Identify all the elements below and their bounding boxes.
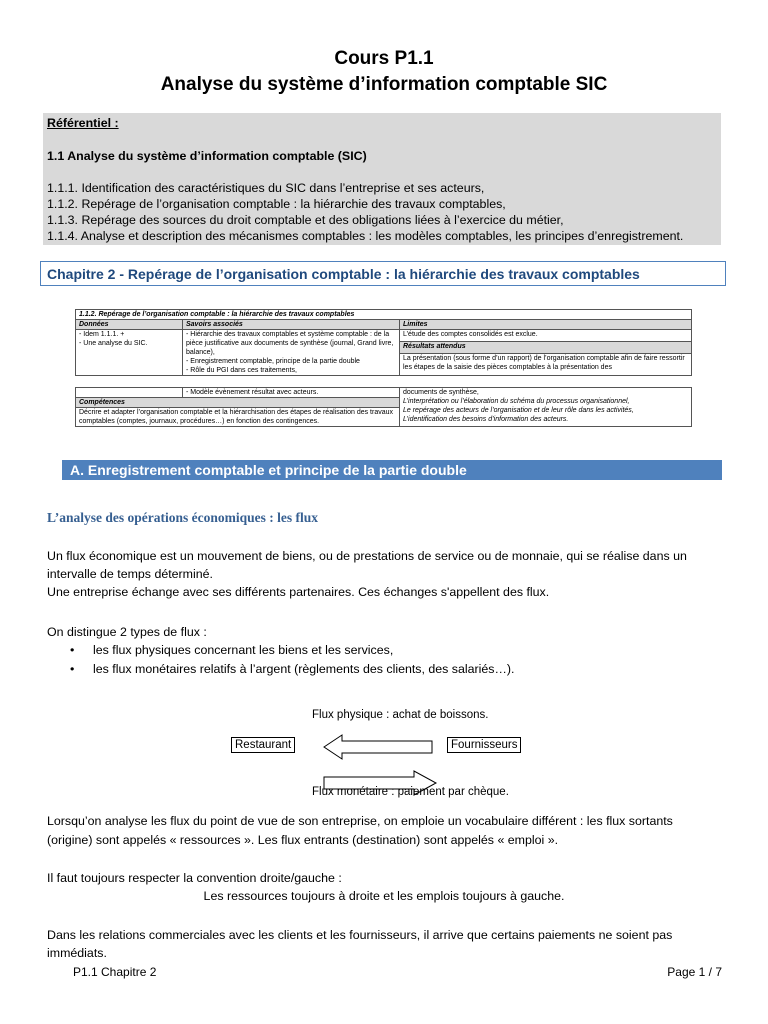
paragraph-line: intervalle de temps déterminé.	[47, 567, 213, 581]
savoirs-item: - Modèle évènement résultat avec acteurs.	[183, 388, 400, 398]
chapter-heading: Chapitre 2 - Repérage de l’organisation comptable : la hiérarchie des travaux comptables	[40, 261, 726, 286]
referentiel-item: 1.1.3. Repérage des sources du droit comptable et des obligations liées à l’exercice du métier,	[47, 213, 564, 227]
footer-left: P1.1 Chapitre 2	[73, 965, 157, 979]
table-title: 1.1.2. Repérage de l’organisation comptable : la hiérarchie des travaux comptables	[76, 310, 692, 320]
bullet-text: les flux monétaires relatifs à l’argent (règlements des clients, des salariés…).	[93, 662, 515, 676]
subsection-title: L’analyse des opérations économiques : les flux	[47, 510, 319, 525]
referentiel-box	[43, 113, 721, 245]
cell-resultats: La présentation (sous forme d’un rapport) de l’organisation comptable afin de faire ressortir les étapes de la saisie des pièces comptables à la présentation des	[400, 353, 692, 375]
referentiel-label: Référentiel :	[47, 116, 119, 130]
competences-header: Compétences	[76, 398, 400, 408]
savoirs-item: - Hiérarchie des travaux comptables et système comptable : de la pièce justificative aux documents de synthèse (journal, Grand livre, balance),	[186, 331, 394, 356]
bullet-text: les flux physiques concernant les biens et les services,	[93, 643, 394, 657]
bullet-item: • les flux monétaires relatifs à l’argent (règlements des clients, des salariés…).	[70, 662, 515, 676]
result-item: Le repérage des acteurs de l’organisation et de leur rôle dans les activités,	[403, 407, 634, 414]
restaurant-box: Restaurant	[231, 737, 295, 753]
savoirs-item: - Rôle du PGI dans ces traitements,	[186, 367, 297, 374]
footer-page-number: Page 1 / 7	[667, 965, 722, 979]
referentiel-item: 1.1.1. Identification des caractéristiques du SIC dans l’entreprise et ses acteurs,	[47, 181, 485, 195]
competences-text: Décrire et adapter l’organisation comptable et la hiérarchisation des étapes de réalisation des travaux comptables (comptes, journaux, procédures…) en fonction des contingences.	[76, 408, 400, 427]
paragraph-line: Une entreprise échange avec ses différents partenaires. Ces échanges s'appellent des flux.	[47, 585, 550, 599]
resultats-header: Résultats attendus	[400, 341, 692, 353]
donnees-item: - Idem 1.1.1. +	[79, 331, 125, 338]
diagram-top-label: Flux physique : achat de boissons.	[312, 709, 489, 721]
paragraph-line: immédiats.	[47, 946, 107, 960]
cell-results-continued	[400, 388, 692, 427]
competency-table-continued	[75, 387, 692, 427]
referentiel-item: 1.1.2. Repérage de l’organisation comptable : la hiérarchie des travaux comptables,	[47, 197, 506, 211]
arrow-left-icon	[324, 735, 432, 759]
result-item: L’interprétation ou l’élaboration du schéma du processus organisationnel,	[403, 398, 630, 405]
savoirs-item: - Enregistrement comptable, principe de la partie double	[186, 358, 360, 365]
referentiel-item: 1.1.4. Analyse et description des mécanismes comptables : les modèles comptables, les principes d’enregistrement.	[47, 229, 684, 243]
cell-donnees	[76, 330, 183, 376]
cell-empty	[76, 388, 183, 398]
result-item: L’identification des besoins d’information des acteurs.	[403, 416, 569, 423]
referentiel-heading: 1.1 Analyse du système d’information comptable (SIC)	[47, 149, 367, 163]
donnees-item: - Une analyse du SIC.	[79, 340, 148, 347]
bullet-item: • les flux physiques concernant les biens et les services,	[70, 643, 394, 657]
paragraph-center: Les ressources toujours à droite et les emplois toujours à gauche.	[203, 889, 565, 903]
competency-table	[75, 309, 692, 376]
page-title-line2: Analyse du système d’information comptable SIC	[160, 74, 608, 95]
diagram-bottom-label: Flux monétaire : paiement par chèque.	[312, 786, 509, 798]
cell-savoirs	[183, 330, 400, 376]
paragraph-line: Il faut toujours respecter la convention droite/gauche :	[47, 871, 342, 885]
paragraph-line: Un flux économique est un mouvement de biens, ou de prestations de service ou de monnaie, qui se réalise dans un	[47, 549, 687, 563]
page-title-line1: Cours P1.1	[334, 48, 434, 69]
docs-text: documents de synthèse,	[403, 389, 479, 396]
fournisseurs-box: Fournisseurs	[447, 737, 521, 753]
paragraph-line: On distingue 2 types de flux :	[47, 625, 207, 639]
cell-limites: L’étude des comptes consolidés est exclue.	[400, 330, 692, 342]
header-donnees: Données	[76, 320, 183, 330]
flux-diagram	[230, 702, 530, 804]
header-limites: Limites	[400, 320, 692, 330]
paragraph-line: Dans les relations commerciales avec les clients et les fournisseurs, il arrive que certains paiements ne soient pas	[47, 928, 673, 942]
paragraph-line: Lorsqu’on analyse les flux du point de vue de son entreprise, on emploie un vocabulaire différent : les flux sortants	[47, 814, 673, 828]
section-a-heading: A. Enregistrement comptable et principe de la partie double	[62, 460, 722, 480]
paragraph-line: (origine) sont appelés « ressources ». Les flux entrants (destination) sont appelés « emploi ».	[47, 833, 559, 847]
header-savoirs: Savoirs associés	[183, 320, 400, 330]
